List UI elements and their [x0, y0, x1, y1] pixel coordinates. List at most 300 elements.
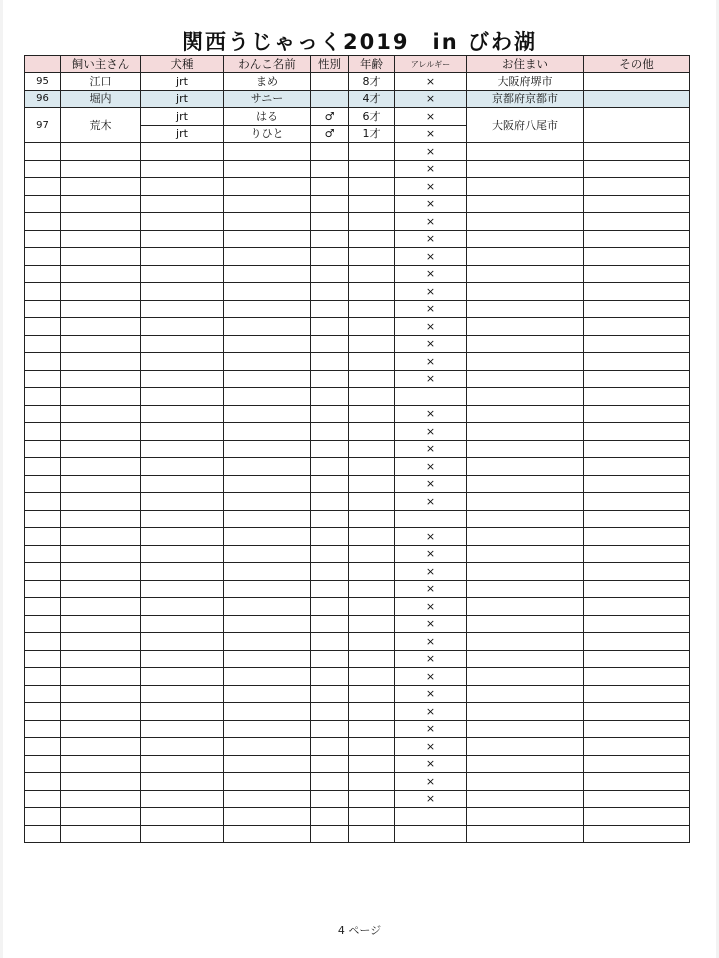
owner-cell: 堀内: [61, 90, 141, 108]
table-row: [25, 808, 690, 826]
address-cell: [467, 510, 584, 528]
address-cell: [467, 195, 584, 213]
table-row: [25, 108, 690, 126]
breed-cell: [141, 545, 224, 563]
table-row: [25, 703, 690, 721]
owner-cell: [61, 230, 141, 248]
other-cell: [584, 195, 690, 213]
page-title: 関西うじゃっく2019 in びわ湖: [182, 30, 537, 54]
entry-number: [25, 370, 61, 388]
age-cell: [349, 633, 395, 651]
other-cell: [584, 633, 690, 651]
dog-name-cell: [224, 790, 311, 808]
breed-cell: [141, 650, 224, 668]
breed-cell: [141, 580, 224, 598]
address-cell: [467, 825, 584, 843]
owner-cell: [61, 528, 141, 546]
sex-cell: [311, 423, 349, 441]
entry-number: [25, 755, 61, 773]
address-cell: [467, 335, 584, 353]
breed-cell: [141, 318, 224, 336]
breed-cell: jrt: [141, 90, 224, 108]
owner-cell: [61, 195, 141, 213]
allergy-cell: ×: [395, 108, 467, 126]
age-cell: [349, 475, 395, 493]
table-row: [25, 318, 690, 336]
sex-cell: [311, 160, 349, 178]
allergy-cell: ×: [395, 650, 467, 668]
sex-cell: ♂: [311, 108, 349, 126]
sex-cell: [311, 825, 349, 843]
breed-cell: [141, 475, 224, 493]
breed-cell: [141, 178, 224, 196]
sex-cell: [311, 633, 349, 651]
owner-cell: [61, 143, 141, 161]
allergy-cell: ×: [395, 195, 467, 213]
allergy-cell: ×: [395, 353, 467, 371]
breed-cell: [141, 808, 224, 826]
table-row: [25, 230, 690, 248]
address-cell: [467, 633, 584, 651]
owner-cell: [61, 160, 141, 178]
allergy-cell: ×: [395, 300, 467, 318]
table-row: [25, 650, 690, 668]
breed-cell: [141, 720, 224, 738]
entry-number: [25, 668, 61, 686]
age-cell: [349, 458, 395, 476]
entry-number: [25, 160, 61, 178]
table-row: [25, 283, 690, 301]
address-cell: [467, 563, 584, 581]
entry-number: [25, 143, 61, 161]
other-cell: [584, 440, 690, 458]
address-cell: [467, 230, 584, 248]
other-cell: [584, 458, 690, 476]
entry-number: [25, 510, 61, 528]
entry-number: [25, 230, 61, 248]
age-cell: 4才: [349, 90, 395, 108]
other-cell: [584, 423, 690, 441]
allergy-cell: ×: [395, 248, 467, 266]
table-row: [25, 493, 690, 511]
owner-cell: [61, 213, 141, 231]
allergy-cell: [395, 825, 467, 843]
address-cell: [467, 300, 584, 318]
other-cell: [584, 528, 690, 546]
header-row: [25, 56, 690, 73]
owner-cell: [61, 650, 141, 668]
entry-number: [25, 248, 61, 266]
sex-cell: [311, 755, 349, 773]
breed-cell: [141, 755, 224, 773]
owner-cell: [61, 283, 141, 301]
age-cell: 1才: [349, 125, 395, 143]
dog-name-cell: [224, 388, 311, 406]
allergy-cell: ×: [395, 283, 467, 301]
other-cell: [584, 335, 690, 353]
other-cell: [584, 178, 690, 196]
allergy-cell: ×: [395, 230, 467, 248]
breed-cell: [141, 230, 224, 248]
age-cell: [349, 703, 395, 721]
dog-name-cell: [224, 633, 311, 651]
address-cell: [467, 545, 584, 563]
entry-number: [25, 825, 61, 843]
age-cell: [349, 510, 395, 528]
sex-cell: [311, 563, 349, 581]
breed-cell: [141, 248, 224, 266]
table-row: [25, 248, 690, 266]
allergy-cell: ×: [395, 160, 467, 178]
sex-cell: [311, 493, 349, 511]
breed-cell: jrt: [141, 108, 224, 126]
dog-name-cell: [224, 195, 311, 213]
age-cell: [349, 650, 395, 668]
breed-cell: [141, 563, 224, 581]
dog-name-cell: [224, 283, 311, 301]
table-row: [25, 475, 690, 493]
table-row: [25, 160, 690, 178]
entry-number: [25, 615, 61, 633]
allergy-cell: ×: [395, 423, 467, 441]
other-cell: [584, 370, 690, 388]
allergy-cell: ×: [395, 598, 467, 616]
owner-cell: [61, 475, 141, 493]
breed-cell: [141, 790, 224, 808]
allergy-cell: ×: [395, 440, 467, 458]
allergy-cell: ×: [395, 213, 467, 231]
age-cell: [349, 178, 395, 196]
breed-cell: [141, 370, 224, 388]
owner-cell: 江口: [61, 73, 141, 91]
dog-name-cell: [224, 720, 311, 738]
breed-cell: [141, 633, 224, 651]
sex-cell: [311, 458, 349, 476]
age-cell: [349, 300, 395, 318]
allergy-cell: ×: [395, 580, 467, 598]
dog-name-cell: [224, 405, 311, 423]
allergy-cell: ×: [395, 73, 467, 91]
page-number: 4 ページ: [337, 924, 382, 937]
sex-cell: [311, 615, 349, 633]
sex-cell: [311, 773, 349, 791]
entry-number: [25, 440, 61, 458]
entry-number: [25, 265, 61, 283]
age-cell: [349, 353, 395, 371]
dog-name-cell: [224, 265, 311, 283]
breed-cell: [141, 195, 224, 213]
dog-name-cell: [224, 493, 311, 511]
other-cell: [584, 300, 690, 318]
other-cell: [584, 73, 690, 91]
breed-cell: [141, 213, 224, 231]
entry-number: [25, 178, 61, 196]
dog-name-cell: [224, 615, 311, 633]
dog-name-cell: りひと: [224, 125, 311, 143]
breed-cell: [141, 300, 224, 318]
age-cell: 8才: [349, 73, 395, 91]
allergy-cell: ×: [395, 755, 467, 773]
table-row: [25, 755, 690, 773]
dog-name-cell: [224, 248, 311, 266]
table-row: [25, 353, 690, 371]
entry-number: [25, 458, 61, 476]
other-cell: [584, 738, 690, 756]
dog-name-cell: [224, 510, 311, 528]
sex-cell: [311, 808, 349, 826]
header-number: [25, 56, 61, 73]
address-cell: [467, 790, 584, 808]
dog-name-cell: [224, 580, 311, 598]
owner-cell: [61, 808, 141, 826]
address-cell: [467, 440, 584, 458]
address-cell: [467, 773, 584, 791]
header-breed: 犬種: [141, 56, 224, 73]
header-owner: 飼い主さん: [61, 56, 141, 73]
allergy-cell: ×: [395, 475, 467, 493]
breed-cell: [141, 510, 224, 528]
sex-cell: [311, 580, 349, 598]
address-cell: [467, 143, 584, 161]
breed-cell: [141, 825, 224, 843]
sex-cell: [311, 545, 349, 563]
age-cell: [349, 160, 395, 178]
address-cell: [467, 580, 584, 598]
owner-cell: [61, 318, 141, 336]
age-cell: [349, 580, 395, 598]
sex-cell: [311, 720, 349, 738]
other-cell: [584, 668, 690, 686]
address-cell: [467, 685, 584, 703]
other-cell: [584, 755, 690, 773]
entry-number: [25, 283, 61, 301]
entry-number: [25, 528, 61, 546]
dog-name-cell: [224, 458, 311, 476]
entry-number: [25, 720, 61, 738]
sex-cell: [311, 528, 349, 546]
other-cell: [584, 493, 690, 511]
breed-cell: [141, 388, 224, 406]
entry-number: [25, 353, 61, 371]
age-cell: [349, 790, 395, 808]
other-cell: [584, 650, 690, 668]
allergy-cell: ×: [395, 370, 467, 388]
sex-cell: [311, 230, 349, 248]
allergy-cell: ×: [395, 405, 467, 423]
age-cell: [349, 598, 395, 616]
dog-name-cell: [224, 213, 311, 231]
breed-cell: [141, 668, 224, 686]
address-cell: [467, 493, 584, 511]
sex-cell: [311, 265, 349, 283]
owner-cell: [61, 405, 141, 423]
allergy-cell: ×: [395, 738, 467, 756]
allergy-cell: ×: [395, 615, 467, 633]
sex-cell: [311, 388, 349, 406]
other-cell: [584, 405, 690, 423]
owner-cell: [61, 773, 141, 791]
entry-number: [25, 808, 61, 826]
other-cell: [584, 580, 690, 598]
allergy-cell: ×: [395, 685, 467, 703]
address-cell: [467, 668, 584, 686]
other-cell: [584, 790, 690, 808]
dog-name-cell: [224, 668, 311, 686]
breed-cell: [141, 615, 224, 633]
entry-number: 96: [25, 90, 61, 108]
age-cell: [349, 213, 395, 231]
breed-cell: [141, 353, 224, 371]
owner-cell: [61, 685, 141, 703]
sex-cell: [311, 598, 349, 616]
allergy-cell: ×: [395, 178, 467, 196]
allergy-cell: [395, 388, 467, 406]
other-cell: [584, 388, 690, 406]
address-cell: [467, 738, 584, 756]
sex-cell: [311, 248, 349, 266]
age-cell: [349, 283, 395, 301]
sex-cell: [311, 178, 349, 196]
owner-cell: 荒木: [61, 108, 141, 143]
allergy-cell: ×: [395, 265, 467, 283]
dog-name-cell: [224, 318, 311, 336]
other-cell: [584, 475, 690, 493]
table-row: [25, 195, 690, 213]
address-cell: [467, 353, 584, 371]
owner-cell: [61, 178, 141, 196]
address-cell: [467, 475, 584, 493]
other-cell: [584, 685, 690, 703]
age-cell: [349, 755, 395, 773]
sex-cell: [311, 213, 349, 231]
dog-name-cell: [224, 808, 311, 826]
allergy-cell: ×: [395, 545, 467, 563]
sex-cell: [311, 318, 349, 336]
allergy-cell: [395, 808, 467, 826]
sex-cell: [311, 703, 349, 721]
breed-cell: [141, 598, 224, 616]
allergy-cell: ×: [395, 720, 467, 738]
entry-number: [25, 405, 61, 423]
table-row: [25, 545, 690, 563]
breed-cell: jrt: [141, 73, 224, 91]
entry-number: [25, 195, 61, 213]
allergy-cell: ×: [395, 458, 467, 476]
other-cell: [584, 265, 690, 283]
entry-number: [25, 213, 61, 231]
other-cell: [584, 510, 690, 528]
owner-cell: [61, 598, 141, 616]
entry-number: [25, 388, 61, 406]
owner-cell: [61, 633, 141, 651]
allergy-cell: ×: [395, 703, 467, 721]
address-cell: [467, 720, 584, 738]
owner-cell: [61, 580, 141, 598]
table-row: [25, 370, 690, 388]
entry-number: [25, 633, 61, 651]
table-row: [25, 440, 690, 458]
age-cell: [349, 825, 395, 843]
breed-cell: [141, 458, 224, 476]
entry-number: [25, 423, 61, 441]
age-cell: [349, 493, 395, 511]
dog-name-cell: [224, 755, 311, 773]
age-cell: [349, 615, 395, 633]
owner-cell: [61, 370, 141, 388]
address-cell: [467, 703, 584, 721]
age-cell: [349, 143, 395, 161]
other-cell: [584, 563, 690, 581]
dog-name-cell: [224, 353, 311, 371]
table-row: [25, 388, 690, 406]
table-row: [25, 773, 690, 791]
other-cell: [584, 248, 690, 266]
table-row: [25, 738, 690, 756]
sex-cell: [311, 475, 349, 493]
allergy-cell: ×: [395, 790, 467, 808]
other-cell: [584, 108, 690, 143]
sex-cell: [311, 353, 349, 371]
dog-name-cell: まめ: [224, 73, 311, 91]
table-row: [25, 458, 690, 476]
breed-cell: [141, 283, 224, 301]
dog-name-cell: [224, 825, 311, 843]
address-cell: 大阪府八尾市: [467, 108, 584, 143]
breed-cell: [141, 440, 224, 458]
dog-name-cell: [224, 230, 311, 248]
allergy-cell: ×: [395, 668, 467, 686]
dog-name-cell: [224, 545, 311, 563]
address-cell: [467, 248, 584, 266]
dog-name-cell: [224, 773, 311, 791]
age-cell: [349, 248, 395, 266]
table-row: [25, 528, 690, 546]
entry-number: [25, 545, 61, 563]
header-other: その他: [584, 56, 690, 73]
other-cell: [584, 545, 690, 563]
owner-cell: [61, 493, 141, 511]
allergy-cell: ×: [395, 143, 467, 161]
table-row: [25, 143, 690, 161]
other-cell: [584, 808, 690, 826]
age-cell: [349, 318, 395, 336]
header-age: 年齢: [349, 56, 395, 73]
owner-cell: [61, 353, 141, 371]
owner-cell: [61, 755, 141, 773]
table-row: [25, 423, 690, 441]
breed-cell: [141, 703, 224, 721]
dog-name-cell: [224, 300, 311, 318]
owner-cell: [61, 248, 141, 266]
address-cell: [467, 458, 584, 476]
table-row: [25, 685, 690, 703]
other-cell: [584, 213, 690, 231]
allergy-cell: ×: [395, 633, 467, 651]
dog-name-cell: [224, 475, 311, 493]
other-cell: [584, 720, 690, 738]
breed-cell: [141, 335, 224, 353]
age-cell: [349, 423, 395, 441]
address-cell: [467, 283, 584, 301]
header-sex: 性別: [311, 56, 349, 73]
dog-name-cell: [224, 598, 311, 616]
table-row: [25, 615, 690, 633]
age-cell: [349, 195, 395, 213]
sex-cell: ♂: [311, 125, 349, 143]
sex-cell: [311, 790, 349, 808]
owner-cell: [61, 720, 141, 738]
table-row: [25, 580, 690, 598]
